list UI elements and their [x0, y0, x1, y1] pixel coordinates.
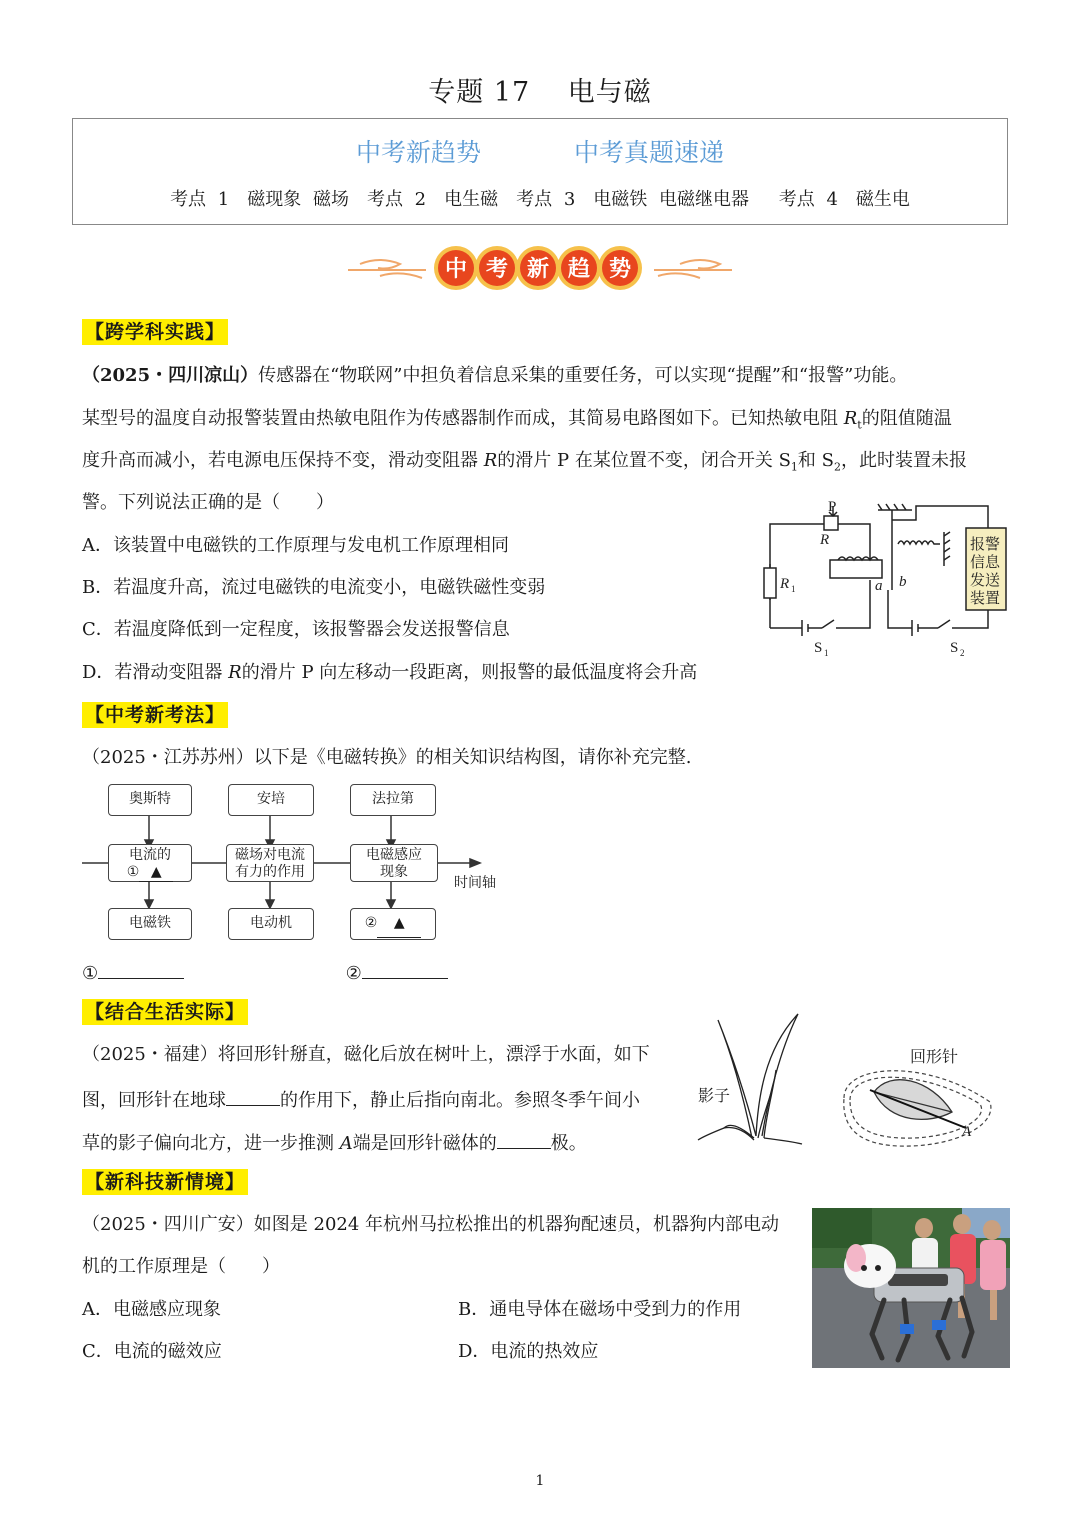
page-title: 专题 17 电与磁	[428, 77, 652, 108]
tag-interdisciplinary: 【跨学科实践】	[82, 319, 228, 345]
q1-source: （2025・四川凉山）	[82, 365, 259, 386]
q4-option-d[interactable]: D．电流的热效应	[458, 1341, 599, 1362]
q4-line-2: 机的工作原理是（ ）	[82, 1256, 280, 1277]
banner-left-ornament	[348, 260, 426, 278]
q1-line-1: （2025・四川凉山）传感器在“物联网”中担负着信息采集的重要任务，可以实现“提醒”和“报警”功能。	[82, 365, 908, 386]
thermistor-label: R	[780, 576, 790, 592]
q2-line: （2025・江苏苏州）以下是《电磁转换》的相关知识结构图，请你补充完整.	[82, 747, 692, 768]
svg-text:报警: 报警	[970, 537, 1001, 553]
answer-blank-2[interactable]	[362, 960, 448, 979]
box-current-effect: 电流的 ① ▲	[108, 844, 192, 882]
blank-earth[interactable]	[226, 1087, 280, 1106]
box-electromagnet: 电磁铁	[108, 908, 192, 940]
banner-char: 势	[608, 257, 632, 282]
slider-label-p: P	[828, 499, 837, 515]
svg-text:1: 1	[791, 584, 796, 594]
banner-right-ornament	[654, 260, 732, 278]
toc-link-trend[interactable]: 中考新趋势	[355, 138, 481, 167]
end-label-a: A	[962, 1124, 972, 1140]
q1-line-3: 度升高而减小，若电源电压保持不变，滑动变阻器 R的滑片 P 在某位置不变，闭合开关 $S_1$和 $S_2$，此时装置未报	[82, 450, 967, 474]
q2-answer-line: ① ②	[82, 960, 448, 984]
q3-line-3: 草的影子偏向北方，进一步推测 A端是回形针磁体的 极。	[82, 1130, 587, 1154]
q1-option-d[interactable]: D．若滑动变阻器 R的滑片 P 向左移动一段距离，则报警的最低温度将会升高	[82, 662, 698, 683]
toc-kaodian: 考点 1 磁现象 磁场 考点 2 电生磁 考点 3 电磁铁 电磁继电器 考点 4 磁生电	[170, 189, 910, 210]
svg-text:装置: 装置	[970, 591, 1001, 607]
answer-blank-1[interactable]	[98, 960, 184, 979]
leaf-paperclip-figure	[840, 1040, 1000, 1150]
page-number: 1	[535, 1473, 545, 1489]
tag-real-life: 【结合生活实际】	[82, 999, 248, 1025]
svg-text:发送: 发送	[970, 573, 1001, 589]
banner-char: 趋	[567, 257, 591, 282]
robot-dog-photo	[812, 1208, 1010, 1368]
toc-box	[72, 118, 1008, 225]
contact-label-a: a	[875, 578, 883, 594]
q3-line-1: （2025・福建）将回形针掰直，磁化后放在树叶上，漂浮于水面，如下	[82, 1044, 650, 1065]
blank-2-marker: ▲	[377, 909, 421, 938]
rheostat-label-r: R	[820, 532, 830, 548]
box-blank-2: ② ▲	[350, 908, 436, 940]
box-ampere: 安培	[228, 784, 314, 816]
q4-option-b[interactable]: B．通电导体在磁场中受到力的作用	[458, 1299, 742, 1320]
time-axis-label: 时间轴	[454, 875, 496, 891]
q1-option-b[interactable]: B．若温度升高，流过电磁铁的电流变小，电磁铁磁性变弱	[82, 577, 546, 598]
q1-line-2: 某型号的温度自动报警装置由热敏电阻作为传感器制作而成，其简易电路图如下。已知热敏电阻 $R_t$的阻值随温	[82, 408, 952, 432]
svg-text:2: 2	[960, 648, 965, 658]
q4-option-a[interactable]: A．电磁感应现象	[82, 1299, 221, 1320]
box-oersted: 奥斯特	[108, 784, 192, 816]
toc-link-exam[interactable]: 中考真题速递	[574, 138, 725, 167]
banner-char: 考	[485, 257, 509, 282]
shadow-label: 影子	[698, 1088, 731, 1105]
switch-label-s2: S	[950, 640, 959, 656]
grass-shadow-figure	[694, 1010, 804, 1150]
svg-text:1: 1	[824, 648, 829, 658]
q1-option-c[interactable]: C．若温度降低到一定程度，该报警器会发送报警信息	[82, 619, 510, 640]
banner-char: 中	[444, 257, 468, 282]
box-induction: 电磁感应 现象	[350, 844, 438, 882]
q3-line-2: 图，回形针在地球 的作用下，静止后指向南北。参照冬季午间小	[82, 1087, 640, 1111]
banner-char: 新	[526, 257, 550, 282]
knowledge-structure-diagram	[82, 782, 502, 946]
blank-pole[interactable]	[497, 1130, 551, 1149]
switch-label-s1: S	[814, 640, 823, 656]
box-faraday: 法拉第	[350, 784, 436, 816]
contact-label-b: b	[899, 574, 907, 590]
q1-line-4: 警。下列说法正确的是（ ）	[82, 492, 334, 513]
q4-option-c[interactable]: C．电流的磁效应	[82, 1341, 222, 1362]
box-magnetic-force: 磁场对电流 有力的作用	[226, 844, 314, 882]
section-banner	[340, 240, 740, 296]
tag-new-exam-method: 【中考新考法】	[82, 702, 228, 728]
q1-option-a[interactable]: A．该装置中电磁铁的工作原理与发电机工作原理相同	[82, 535, 509, 556]
box-motor: 电动机	[228, 908, 314, 940]
paperclip-label: 回形针	[910, 1049, 959, 1066]
tag-new-tech: 【新科技新情境】	[82, 1169, 248, 1195]
svg-text:信息: 信息	[970, 555, 1001, 571]
toc-links	[73, 133, 1007, 169]
blank-1-marker: ▲	[139, 864, 173, 882]
q4-line-1: （2025・四川广安）如图是 2024 年杭州马拉松推出的机器狗配速员，机器狗内部电动	[82, 1214, 780, 1235]
alarm-circuit-diagram	[758, 496, 1012, 662]
